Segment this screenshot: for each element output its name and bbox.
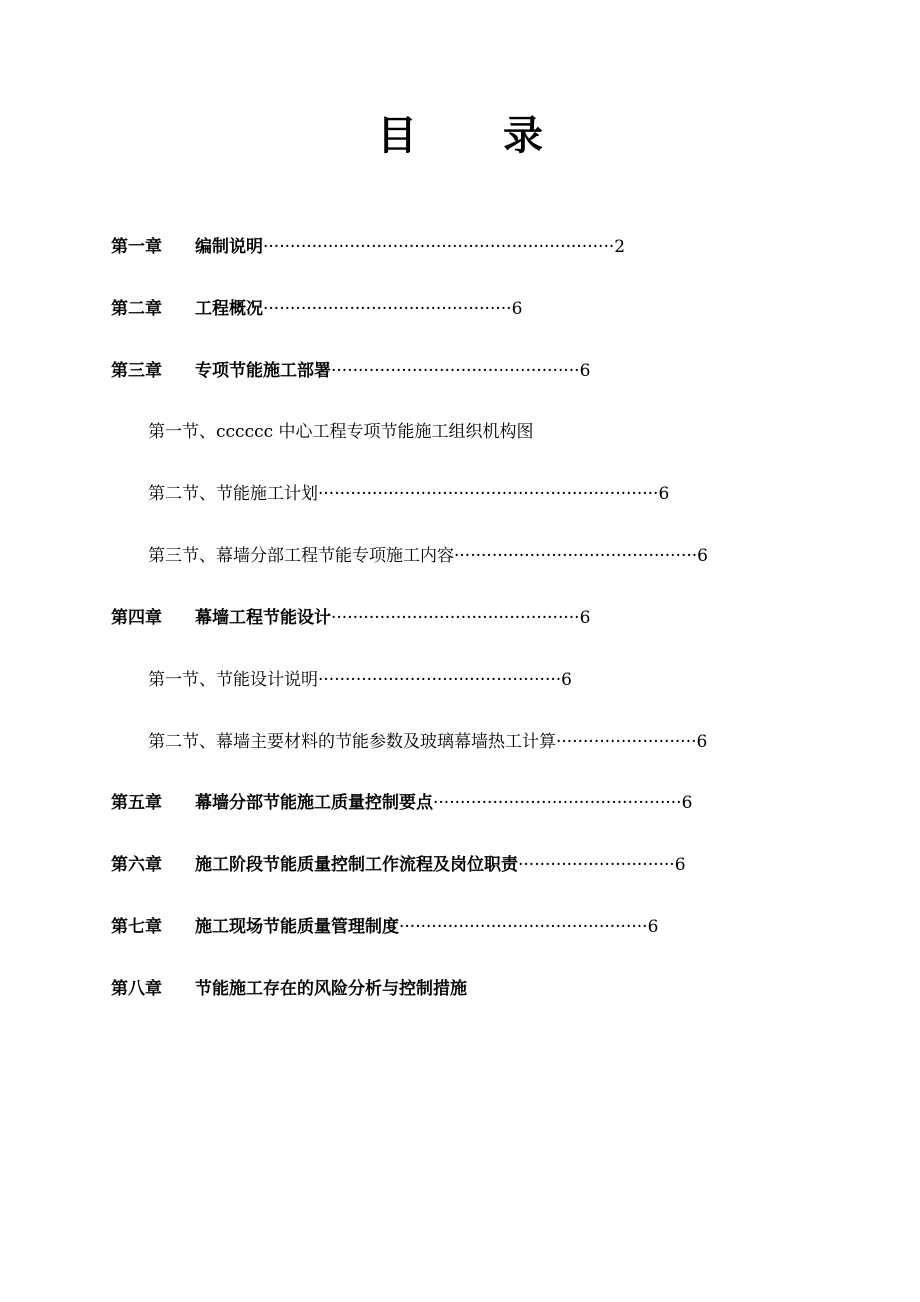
entry-title: 第一节、cccccc 中心工程专项节能施工组织机构图 [148, 422, 534, 442]
chapter-number: 第一章 [111, 237, 162, 257]
entry-title: 节能施工存在的风险分析与控制措施 [195, 979, 467, 999]
dot-leader: ············································· [454, 546, 698, 566]
dot-leader: ·············································· [331, 608, 580, 628]
toc-entry-chapter-6[interactable] [111, 851, 783, 879]
entry-title: 第二节、幕墙主要材料的节能参数及玻璃幕墙热工计算 [148, 732, 556, 752]
page-title: 目 录 [377, 112, 579, 159]
chapter-number: 第七章 [111, 917, 162, 937]
entry-title: 专项节能施工部署 [195, 361, 331, 381]
dot-leader: ·············································· [331, 361, 580, 381]
page-number: 6 [579, 361, 591, 381]
dot-leader: ····························· [518, 855, 675, 875]
dot-leader: ············································· [318, 670, 562, 690]
page-number: 6 [561, 670, 572, 690]
entry-title: 幕墙分部节能施工质量控制要点 [195, 793, 433, 813]
dot-leader: ·············································· [399, 917, 648, 937]
dot-leader: ······························································· [318, 484, 659, 504]
chapter-number: 第二章 [111, 299, 162, 319]
page-number: 6 [658, 484, 670, 504]
entry-title: 工程概况 [195, 299, 263, 319]
page-number: 6 [647, 917, 659, 937]
toc-entry-section-3-3[interactable] [148, 542, 783, 570]
entry-title: 幕墙工程节能设计 [195, 608, 331, 628]
toc-entry-section-3-1[interactable] [148, 418, 788, 446]
chapter-number: 第八章 [111, 979, 162, 999]
chapter-number: 第四章 [111, 608, 162, 628]
toc-entry-chapter-5[interactable] [111, 789, 763, 817]
page-number: 6 [681, 793, 693, 813]
toc-entry-chapter-3[interactable] [111, 357, 651, 385]
page-number: 2 [614, 237, 626, 257]
toc-entry-chapter-7[interactable] [111, 913, 726, 941]
chapter-number: 第六章 [111, 855, 162, 875]
entry-title: 第三节、幕墙分部工程节能专项施工内容 [148, 546, 454, 566]
dot-leader: ·············································· [433, 793, 682, 813]
toc-entry-chapter-8[interactable] [111, 975, 751, 1003]
page-number: 6 [579, 608, 591, 628]
dot-leader: ·························· [556, 732, 697, 752]
toc-entry-chapter-4[interactable] [111, 604, 651, 632]
toc-entry-section-4-1[interactable] [148, 666, 643, 694]
page-number: 6 [697, 546, 708, 566]
page-number: 6 [511, 299, 523, 319]
dot-leader: ································································· [263, 237, 615, 257]
entry-title: 第二节、节能施工计划 [148, 484, 318, 504]
entry-title: 施工现场节能质量管理制度 [195, 917, 399, 937]
toc-entry-section-3-2[interactable] [148, 480, 783, 508]
toc-entry-chapter-2[interactable] [111, 295, 576, 323]
page-number: 6 [696, 732, 708, 752]
dot-leader: ·············································· [263, 299, 512, 319]
chapter-number: 第三章 [111, 361, 162, 381]
entry-title: 编制说明 [195, 237, 263, 257]
toc-entry-section-4-2[interactable] [148, 728, 773, 756]
chapter-number: 第五章 [111, 793, 162, 813]
page-number: 6 [674, 855, 686, 875]
entry-title: 施工阶段节能质量控制工作流程及岗位职责 [195, 855, 518, 875]
toc-entry-chapter-1[interactable] [111, 233, 781, 261]
entry-title: 第一节、节能设计说明 [148, 670, 318, 690]
